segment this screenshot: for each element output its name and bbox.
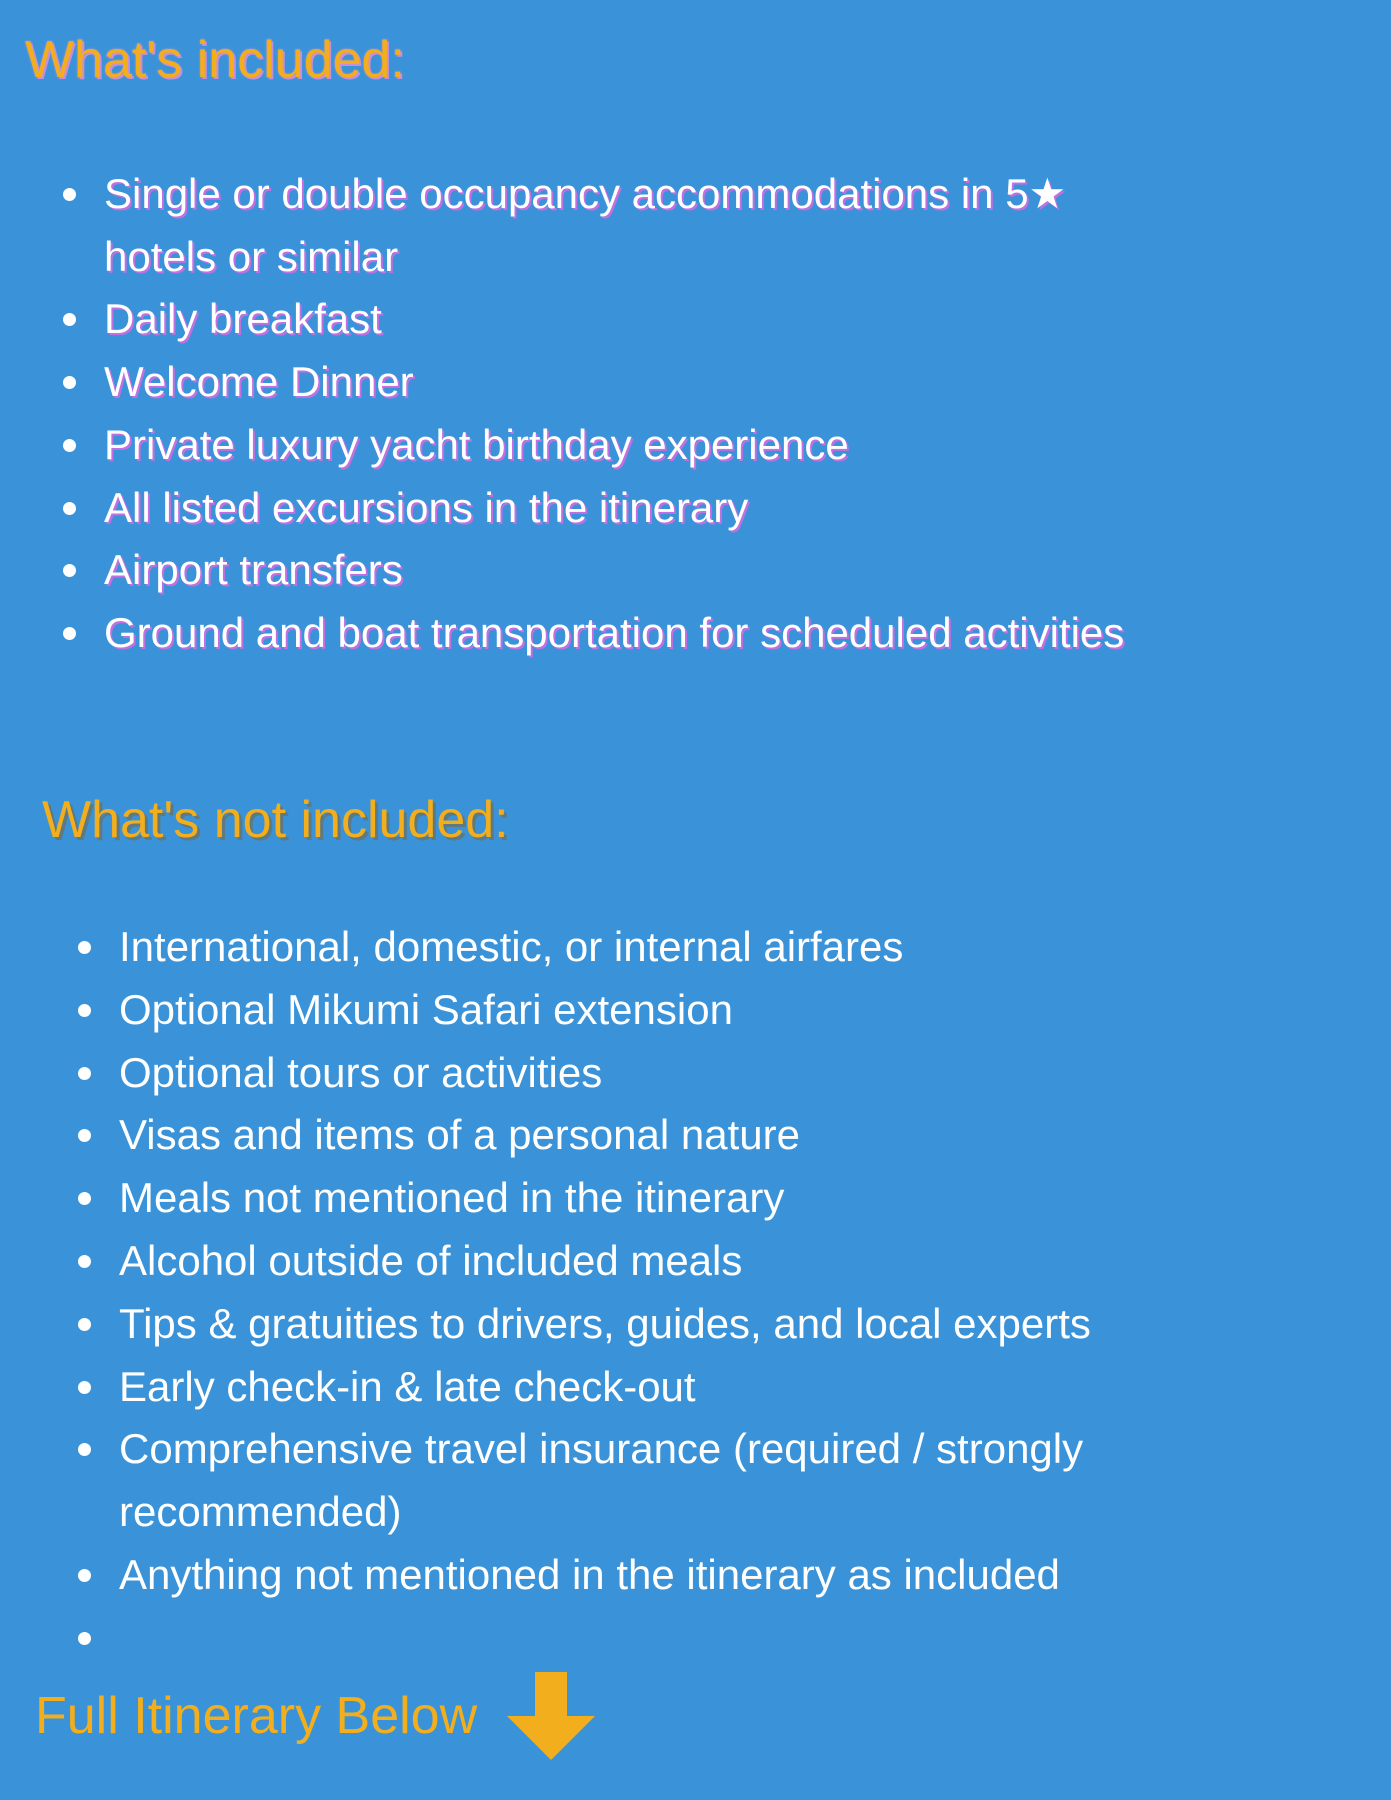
bullet-icon	[78, 1067, 91, 1080]
bullet-icon	[78, 1632, 91, 1645]
list-item	[104, 163, 1374, 226]
full-itinerary-footer	[35, 1670, 597, 1762]
bullet-icon	[63, 376, 76, 389]
list-item-text: Private luxury yacht birthday experience	[104, 420, 849, 468]
list-item-text: Anything not mentioned in the itinerary as included	[119, 1550, 1060, 1598]
list-item	[104, 602, 1374, 665]
bullet-icon	[63, 627, 76, 640]
list-item	[119, 979, 1369, 1042]
list-item	[104, 414, 1374, 477]
list-item-text: Alcohol outside of included meals	[119, 1236, 743, 1284]
list-item-text: Visas and items of a personal nature	[119, 1111, 800, 1159]
bullet-icon	[78, 1004, 91, 1017]
list-item	[119, 1042, 1369, 1105]
list-item	[104, 539, 1374, 602]
included-heading: What's included:	[25, 31, 405, 89]
list-item-text: Comprehensive travel insurance (required / strongly	[119, 1425, 1084, 1473]
list-item-text: Welcome Dinner	[104, 358, 414, 406]
list-item	[119, 1167, 1369, 1230]
list-item	[104, 477, 1374, 540]
list-item	[104, 351, 1374, 414]
bullet-icon	[78, 1381, 91, 1394]
list-item-text: Ground and boat transportation for scheduled activities	[104, 608, 1125, 656]
list-item	[119, 1544, 1369, 1607]
bullet-icon	[63, 313, 76, 326]
list-item	[119, 916, 1369, 979]
list-item-text: International, domestic, or internal airfares	[119, 923, 904, 970]
list-item-text: Tips & gratuities to drivers, guides, and local experts	[119, 1299, 1091, 1347]
list-item-text: Daily breakfast	[104, 295, 382, 343]
bullet-icon	[78, 1129, 91, 1142]
list-item-text: Meals not mentioned in the itinerary	[119, 1174, 785, 1222]
list-item-text: Optional tours or activities	[119, 1048, 603, 1096]
list-item-text: recommended)	[119, 1488, 402, 1536]
list-item-text: Early check-in & late check-out	[119, 1362, 696, 1410]
list-item-text: Single or double occupancy accommodations in 5★	[104, 170, 1067, 217]
bullet-icon	[63, 188, 76, 201]
list-item	[119, 1356, 1369, 1419]
bullet-icon	[78, 1443, 91, 1456]
list-item	[119, 1418, 1369, 1481]
list-item	[104, 288, 1374, 351]
bullet-icon	[78, 1255, 91, 1268]
bullet-icon	[78, 1569, 91, 1582]
full-itinerary-label: Full Itinerary Below	[35, 1687, 478, 1745]
arrow-down-icon	[505, 1670, 597, 1762]
list-item-text: Airport transfers	[104, 546, 403, 594]
bullet-icon	[78, 1192, 91, 1205]
list-item	[119, 1104, 1369, 1167]
list-item-text: All listed excursions in the itinerary	[104, 483, 749, 531]
list-item-empty	[119, 1607, 1369, 1670]
bullet-icon	[78, 941, 91, 954]
list-item	[119, 1293, 1369, 1356]
list-item-continuation	[104, 226, 1374, 289]
bullet-icon	[63, 502, 76, 515]
bullet-icon	[63, 439, 76, 452]
bullet-icon	[63, 564, 76, 577]
list-item	[119, 1230, 1369, 1293]
list-item-continuation	[119, 1481, 1369, 1544]
list-item-text: Optional Mikumi Safari extension	[119, 985, 733, 1033]
included-list	[104, 163, 1374, 665]
not-included-heading: What's not included:	[42, 791, 509, 849]
not-included-list	[119, 916, 1369, 1670]
list-item-text: hotels or similar	[104, 232, 399, 280]
bullet-icon	[78, 1318, 91, 1331]
